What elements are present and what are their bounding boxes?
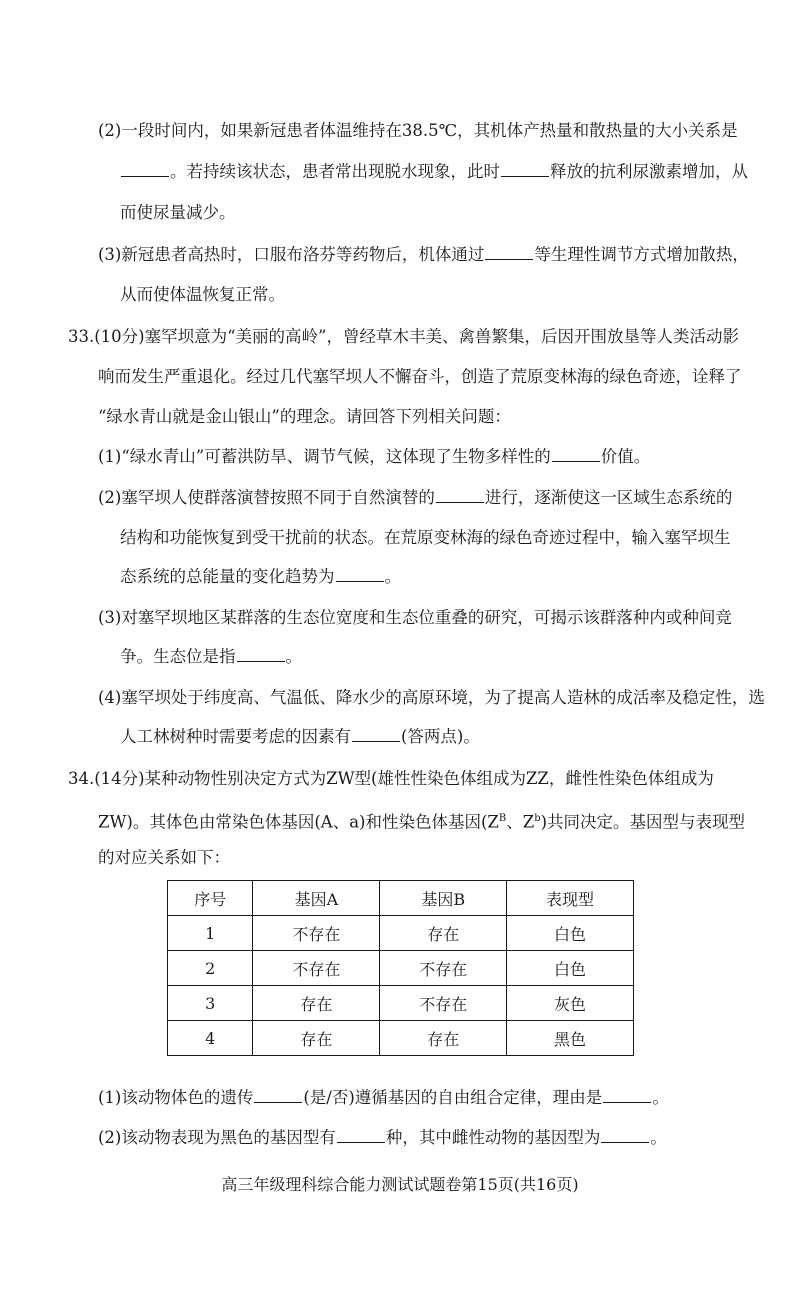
genotype-phenotype-table [167,880,634,1056]
q33-2-text-end: 。 [384,567,401,586]
q33-3-text-end: 。 [285,647,302,666]
q33-4-line2 [120,725,480,749]
q34-2-text-mid: 种，其中雌性动物的基因型为 [385,1128,601,1147]
q32-3-text-tail: 从而使体温恢复正常。 [120,285,285,304]
q33-stem: 响而发生严重退化。经过几代塞罕坝人不懈奋斗，创造了荒原变林海的绿色奇迹，诠释了 [98,367,742,386]
table-row [168,951,634,986]
q34-stem: 的对应关系如下： [98,848,230,867]
q33-1-line [98,445,650,469]
table-cell: 黑色 [507,1021,634,1056]
q33-2-text: 结构和功能恢复到受干扰前的状态。在荒原变林海的绿色奇迹过程中，输入塞罕坝生 [120,528,731,547]
q34-stem-line3 [98,846,230,870]
q34-stem-line1 [68,767,714,791]
q32-3-text: (3)新冠患者高热时，口服布洛芬等药物后，机体通过 [98,245,485,264]
table-row [168,1021,634,1056]
answer-blank[interactable] [485,243,533,260]
q32-3-text-end: 等生理性调节方式增加散热， [534,245,749,264]
q33-3-line1 [98,606,732,630]
q32-2-text-mid: 。若持续该状态，患者常出现脱水现象，此时 [170,162,500,181]
table-cell: 灰色 [507,986,634,1021]
q32-3-line1 [98,243,749,267]
q34-stem: 34.(14分)某种动物性别决定方式为ZW型(雄性性染色体组成为ZZ，雌性性染色体组成为 [68,769,714,788]
table-header: 基因B [380,881,507,916]
table-cell: 不存在 [253,916,380,951]
q33-stem: “绿水青山就是金山银山”的理念。请回答下列相关问题： [98,407,511,426]
q33-stem: 33.(10分)塞罕坝意为“美丽的高岭”，曾经草木丰美、禽兽繁集，后因开围放垦等人类活动影 [68,327,739,346]
q32-2-line1 [98,119,738,143]
answer-blank[interactable] [254,1086,302,1103]
answer-blank[interactable] [501,160,549,177]
q32-2-line2 [120,160,748,184]
table-cell: 白色 [507,951,634,986]
answer-blank[interactable] [352,725,400,742]
q34-1-text-end: 。 [652,1088,669,1107]
q33-3-text: (3)对塞罕坝地区某群落的生态位宽度和生态位重叠的研究，可揭示该群落种内或种间竞 [98,608,732,627]
q33-4-text: 人工林树种时需要考虑的因素有 [120,727,351,746]
q33-2-text: (2)塞罕坝人使群落演替按照不同于自然演替的 [98,488,435,507]
q33-stem-line3 [98,405,511,429]
q33-2-line1 [98,486,732,510]
q34-stem: ZW)。其体色由常染色体基因(A、a)和性染色体基因(Z [98,812,499,832]
q33-4-line1 [98,686,765,710]
superscript-b: b [534,813,541,824]
q33-4-text-end: (答两点)。 [401,727,480,746]
q32-2-text-end: 释放的抗利尿激素增加，从 [550,162,748,181]
table-header: 基因A [253,881,380,916]
table-header-row [168,881,634,916]
q32-2-text-tail: 而使尿量减少。 [120,203,236,222]
q33-1-text: (1)“绿水青山”可蓄洪防旱、调节气候，这体现了生物多样性的 [98,447,551,466]
answer-blank[interactable] [552,445,600,462]
answer-blank[interactable] [436,486,484,503]
table-cell: 存在 [380,1021,507,1056]
table-cell: 2 [168,951,253,986]
q33-2-line2 [120,526,731,550]
q33-2-text-end: 进行，逐渐使这一区域生态系统的 [484,488,733,507]
table-cell: 白色 [507,916,634,951]
table-cell: 4 [168,1021,253,1056]
table-cell: 不存在 [380,951,507,986]
q33-2-line3 [120,565,401,589]
table-header: 序号 [168,881,253,916]
table-cell: 存在 [253,986,380,1021]
q32-2-line3 [120,201,236,225]
answer-blank[interactable] [237,645,285,662]
q34-2-text-end: 。 [650,1128,667,1147]
table-cell: 1 [168,916,253,951]
q33-3-text: 争。生态位是指 [120,647,236,666]
table-cell: 存在 [253,1021,380,1056]
q33-1-text-end: 价值。 [600,447,651,466]
answer-blank[interactable] [336,565,384,582]
q32-2-text: (2)一段时间内，如果新冠患者体温维持在38.5℃，其机体产热量和散热量的大小关系是 [98,121,738,140]
q33-stem-line1 [68,325,739,349]
q34-2-line [98,1126,667,1150]
answer-blank[interactable] [603,1086,651,1103]
table-cell: 不存在 [380,986,507,1021]
q33-4-text: (4)塞罕坝处于纬度高、气温低、降水少的高原环境，为了提高人造林的成活率及稳定性，选 [98,688,765,707]
q34-stem-line2 [98,807,745,835]
q33-2-text: 态系统的总能量的变化趋势为 [120,567,335,586]
table-cell: 3 [168,986,253,1021]
q34-stem: )共同决定。基因型与表现型 [540,812,746,832]
q34-2-text: (2)该动物表现为黑色的基因型有 [98,1128,336,1147]
q34-1-line [98,1086,669,1110]
q34-1-text: (1)该动物体色的遗传 [98,1088,254,1107]
table-cell: 存在 [380,916,507,951]
page-footer: 高三年级理科综合能力测试试题卷第15页(共16页) [221,1175,579,1194]
answer-blank[interactable] [121,160,169,177]
answer-blank[interactable] [601,1126,649,1143]
q33-stem-line2 [98,365,742,389]
table-row [168,986,634,1021]
q33-3-line2 [120,645,302,669]
q34-1-text-mid: (是/否)遵循基因的自由组合定律，理由是 [303,1088,603,1107]
table-cell: 不存在 [253,951,380,986]
answer-blank[interactable] [337,1126,385,1143]
table-header: 表现型 [507,881,634,916]
superscript-B: B [498,813,507,824]
table-row [168,916,634,951]
q32-3-line2 [120,283,285,307]
q34-stem: 、Z [506,812,535,832]
